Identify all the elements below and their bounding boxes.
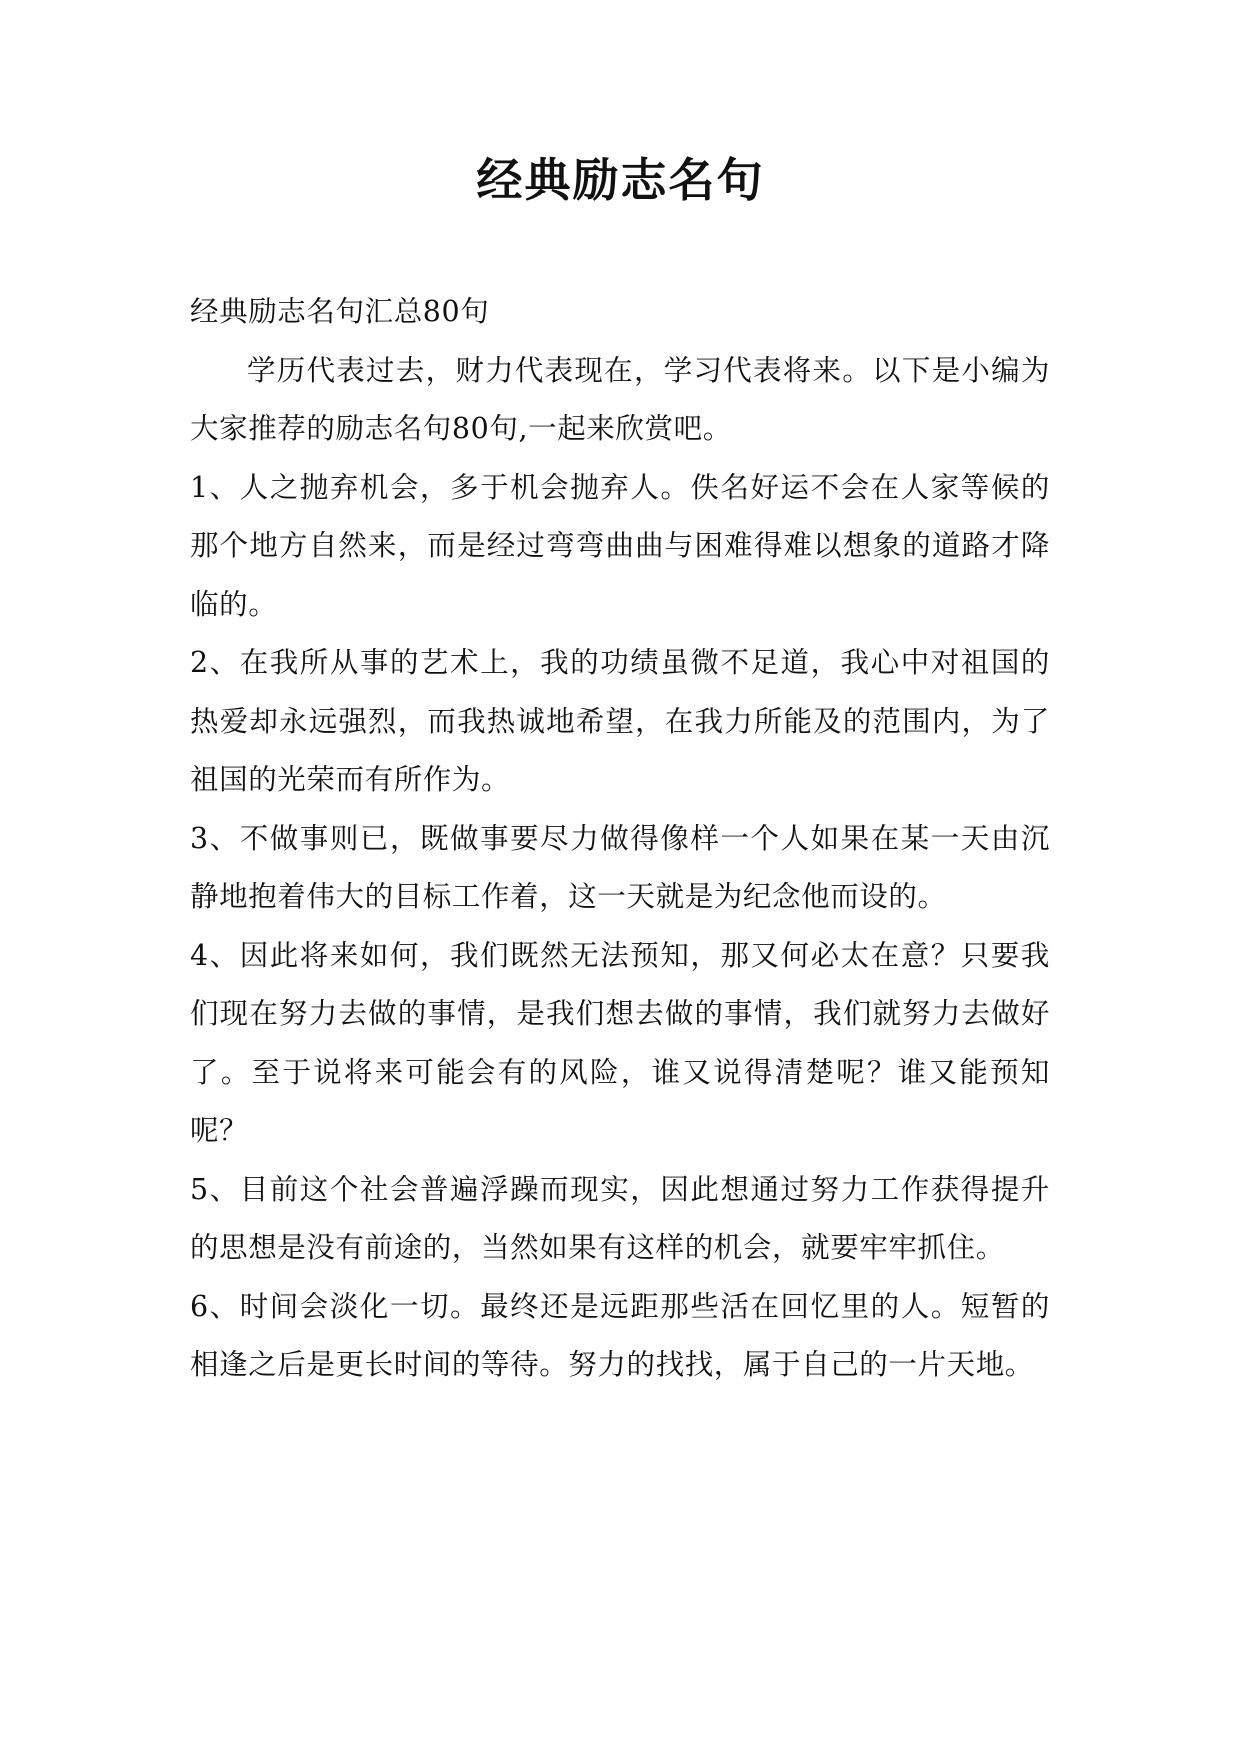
intro-paragraph: 学历代表过去，财力代表现在，学习代表将来。以下是小编为大家推荐的励志名句80句,一起来欣赏吧。 bbox=[190, 353, 1050, 445]
quote-item-5: 5、目前这个社会普遍浮躁而现实，因此想通过努力工作获得提升的思想是没有前途的，当然如果有这样的机会，就要牢牢抓住。 bbox=[190, 1172, 1050, 1264]
quote-item-6: 6、时间会淡化一切。最终还是远距那些活在回忆里的人。短暂的相逢之后是更长时间的等待。努力的找找，属于自己的一片天地。 bbox=[190, 1289, 1050, 1381]
quote-item-4: 4、因此将来如何，我们既然无法预知，那又何必太在意？只要我们现在努力去做的事情，是我们想去做的事情，我们就努力去做好了。至于说将来可能会有的风险，谁又说得清楚呢？谁又能预知呢？ bbox=[190, 938, 1050, 1147]
quote-item-2: 2、在我所从事的艺术上，我的功绩虽微不足道，我心中对祖国的热爱却永远强烈，而我热诚地希望，在我力所能及的范围内，为了祖国的光荣而有所作为。 bbox=[190, 646, 1050, 796]
document-body bbox=[190, 283, 1050, 1395]
document-title: 经典励志名句 bbox=[476, 153, 765, 207]
quote-item-1: 1、人之抛弃机会，多于机会抛弃人。佚名好运不会在人家等候的那个地方自然来，而是经过弯弯曲曲与困难得难以想象的道路才降临的。 bbox=[190, 470, 1050, 621]
document-subtitle: 经典励志名句汇总80句 bbox=[190, 295, 490, 328]
quote-item-3: 3、不做事则已，既做事要尽力做得像样一个人如果在某一天由沉静地抱着伟大的目标工作着，这一天就是为纪念他而设的。 bbox=[190, 821, 1050, 913]
